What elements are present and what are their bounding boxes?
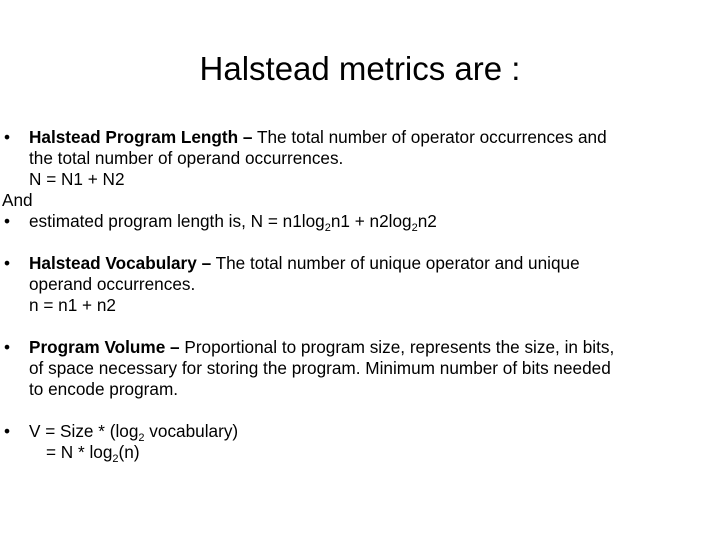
volume-formula-line2-prefix: = N * log [46, 442, 113, 462]
bullet-vocabulary [0, 253, 720, 274]
desc-volume-line1: Proportional to program size, represents the size, in bits, [179, 337, 615, 357]
desc-volume-line3: to encode program. [29, 379, 179, 399]
bullet-dot: • [4, 421, 11, 441]
term-program-length: Halstead Program Length – [29, 127, 253, 147]
volume-formula-line1-sub: 2 [138, 432, 145, 444]
estimated-mid: n1 + n2log [330, 211, 412, 231]
bullet-dot: • [4, 253, 11, 273]
volume-formula-line1-prefix: V = Size * (log [29, 421, 139, 441]
bullet-dot: • [4, 211, 11, 231]
bullet-volume-formula [0, 421, 720, 442]
slide-body [0, 127, 720, 463]
bullet-dot: • [4, 127, 11, 147]
volume-formula-line2 [0, 442, 720, 463]
formula-vocabulary: n = n1 + n2 [29, 295, 116, 315]
desc-vocabulary-line1: The total number of unique operator and unique [211, 253, 580, 273]
desc-volume-line2: of space necessary for storing the program. Minimum number of bits needed [29, 358, 611, 378]
estimated-sub1: 2 [324, 222, 331, 234]
bullet-dot: • [4, 337, 11, 357]
volume-formula-line2-sub: 2 [112, 453, 119, 465]
desc-program-length-line2: the total number of operand occurrences. [29, 148, 344, 168]
desc-vocabulary-line2: operand occurrences. [29, 274, 196, 294]
estimated-suffix: n2 [417, 211, 437, 231]
volume-formula-line2-suffix: (n) [118, 442, 140, 462]
estimated-sub2: 2 [411, 222, 418, 234]
desc-program-length-line1: The total number of operator occurrences and [252, 127, 607, 147]
bullet-program-volume [0, 337, 720, 358]
term-program-volume: Program Volume – [29, 337, 180, 357]
estimated-prefix: estimated program length is, N = n1log [29, 211, 325, 231]
formula-program-length: N = N1 + N2 [29, 169, 125, 189]
slide-title: Halstead metrics are : [199, 50, 521, 87]
and-label: And [2, 190, 33, 210]
volume-formula-line1-suffix: vocabulary) [144, 421, 239, 441]
bullet-estimated-length [0, 211, 720, 232]
bullet-program-length [0, 127, 720, 148]
term-vocabulary: Halstead Vocabulary – [29, 253, 212, 273]
